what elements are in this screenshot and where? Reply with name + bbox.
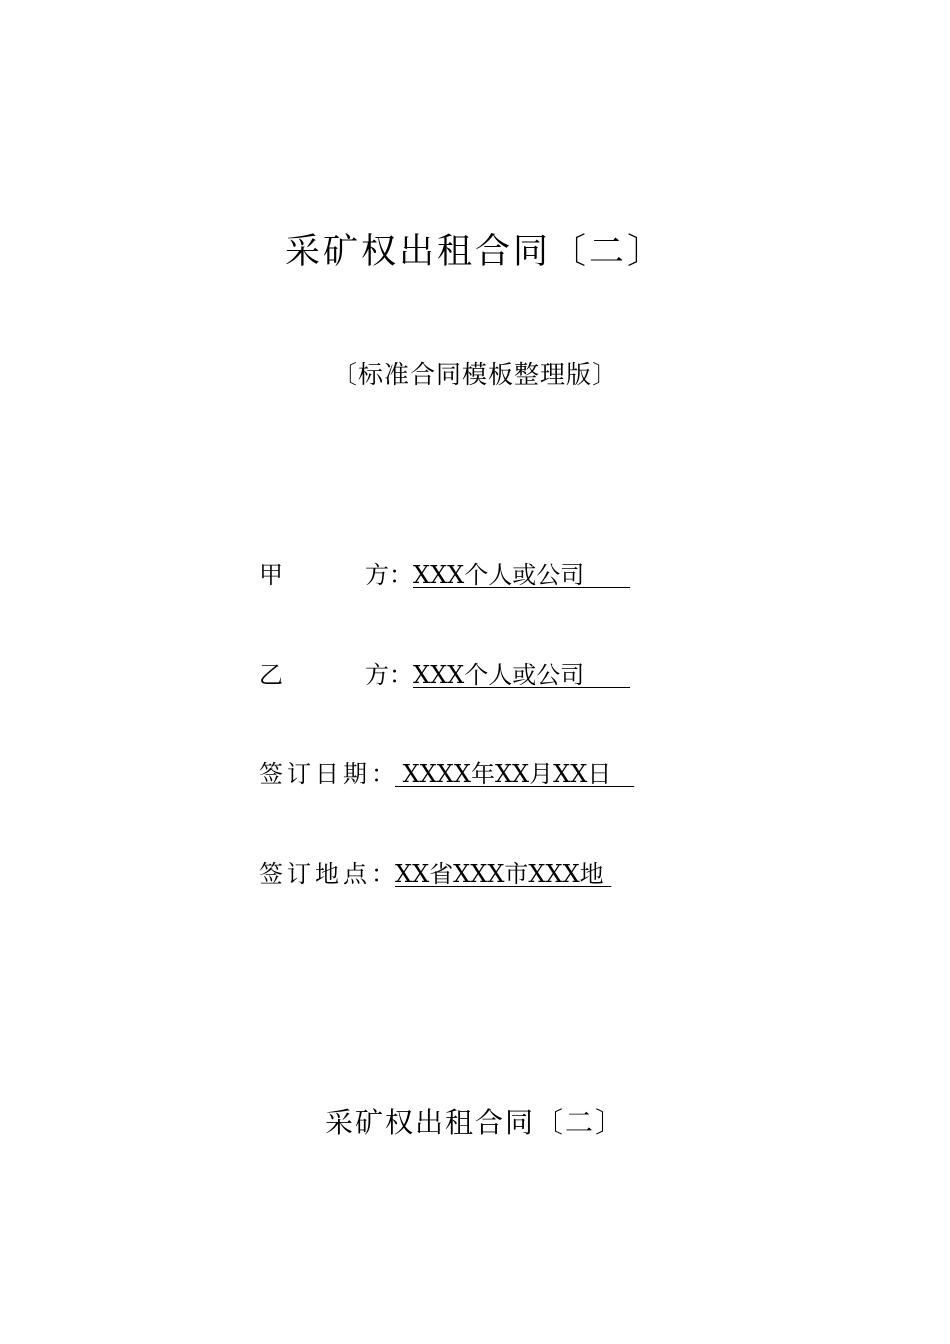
signing-place-value: XX省XXX市XXX地 xyxy=(395,860,612,888)
signing-date-value: XXXX年XX月XX日 xyxy=(395,760,635,788)
party-b-label: 乙方 xyxy=(259,661,389,689)
party-b-value: XXX个人或公司 xyxy=(413,661,631,689)
party-a-field xyxy=(259,558,630,592)
signing-place-colon: ： xyxy=(371,860,395,888)
party-a-label: 甲方 xyxy=(259,561,389,589)
second-page-title: 采矿权出租合同〔二〕 xyxy=(324,1106,625,1139)
document-subtitle: 〔标准合同模板整理版〕 xyxy=(331,360,618,389)
signing-date-colon: ： xyxy=(371,760,395,788)
document-title: 采矿权出租合同〔二〕 xyxy=(284,232,665,272)
signing-place-field xyxy=(259,857,611,891)
party-b-field xyxy=(259,658,630,692)
party-b-colon: ： xyxy=(389,661,413,689)
party-a-colon: ： xyxy=(389,561,413,589)
signing-date-label: 签订日期 xyxy=(259,760,371,788)
signing-date-field xyxy=(259,757,634,791)
party-a-value: XXX个人或公司 xyxy=(413,561,631,589)
signing-place-label: 签订地点 xyxy=(259,860,371,888)
